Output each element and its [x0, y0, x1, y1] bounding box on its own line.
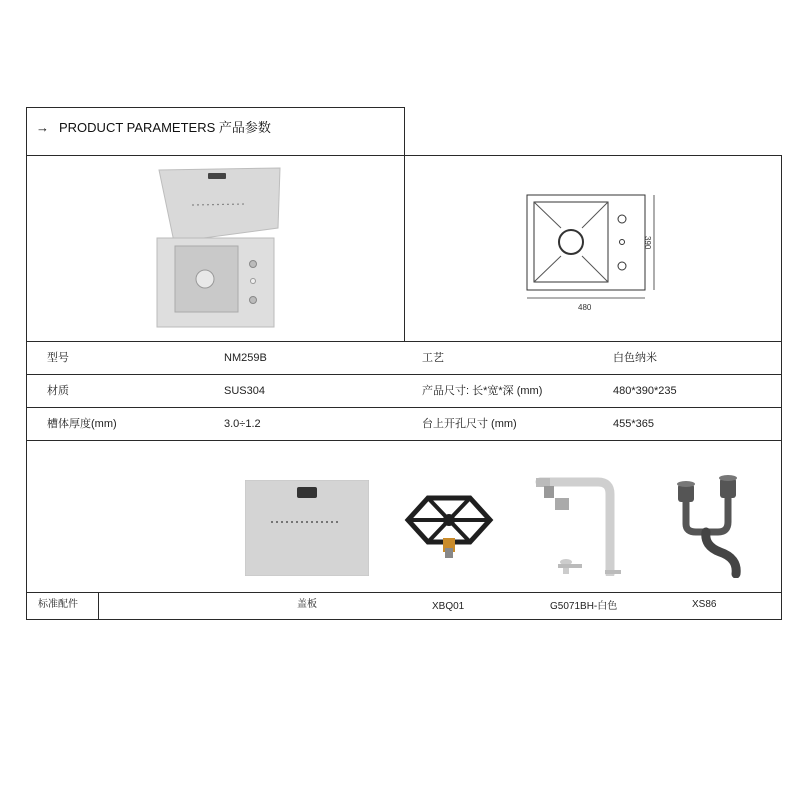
- accessory-name-pipe: XS86: [692, 599, 717, 610]
- accessory-name-cover: 盖板: [297, 599, 317, 610]
- spec-label-material: 材质: [47, 385, 69, 397]
- drawing-basin: [534, 202, 608, 282]
- spec-value-process: 白色纳米: [613, 352, 657, 364]
- drawing-basin-diagonal-3: [534, 256, 561, 282]
- row-line-6: [26, 592, 782, 593]
- faucet-hole-2: [251, 279, 256, 284]
- header-right-border: [404, 107, 405, 155]
- table-left-border: [26, 107, 27, 620]
- row-line-3: [26, 374, 782, 375]
- accessory-name-basket: XBQ01: [432, 601, 465, 612]
- height-dimension-label: 390: [643, 236, 652, 250]
- drain-pipe-icon: [668, 474, 748, 578]
- faucet-hole-3: [250, 297, 257, 304]
- row-line-4: [26, 407, 782, 408]
- table-right-border: [781, 155, 782, 620]
- section-title: [36, 120, 271, 136]
- accessories-row-label: 标准配件: [38, 599, 78, 610]
- spec-value-thickness: 3.0÷1.2: [224, 418, 261, 430]
- drawing-basin-diagonal-4: [582, 256, 608, 282]
- row-line-5: [26, 440, 782, 441]
- faucet-icon: [530, 476, 630, 576]
- spec-label-size: 产品尺寸: 长*宽*深 (mm): [422, 385, 543, 397]
- drawing-basin-diagonal-2: [582, 202, 608, 228]
- width-dimension-label: 480: [578, 303, 592, 312]
- drawing-basin-diagonal-1: [534, 202, 561, 228]
- spec-value-cutout: 455*365: [613, 418, 654, 430]
- basin-drain: [196, 270, 214, 288]
- lid-handle: [208, 173, 226, 179]
- image-divider: [404, 155, 405, 342]
- drawing-outline: [527, 195, 645, 290]
- sink-lid: [159, 168, 280, 242]
- accessory-label-divider: [98, 592, 99, 620]
- spec-label-model: 型号: [47, 352, 69, 364]
- drawing-hole-2: [620, 240, 625, 245]
- cover-plate-icon: [245, 480, 369, 576]
- table-bottom-border: [26, 619, 782, 620]
- spec-value-model: NM259B: [224, 352, 267, 364]
- spec-label-process: 工艺: [422, 352, 444, 364]
- drain-basket-icon: [404, 484, 494, 564]
- drawing-hole-3: [618, 262, 626, 270]
- accessory-name-faucet: G5071BH-白色: [550, 601, 618, 612]
- spec-value-size: 480*390*235: [613, 385, 677, 397]
- drawing-drain: [559, 230, 583, 254]
- product-photo: [150, 160, 290, 332]
- drawing-hole-1: [618, 215, 626, 223]
- section-title-text: PRODUCT PARAMETERS 产品参数: [59, 120, 271, 135]
- header-top-border: [26, 107, 405, 108]
- row-line-2: [26, 341, 782, 342]
- spec-label-cutout: 台上开孔尺寸 (mm): [422, 418, 517, 430]
- faucet-hole-1: [250, 261, 257, 268]
- spec-label-thickness: 槽体厚度(mm): [47, 418, 117, 430]
- spec-value-material: SUS304: [224, 385, 265, 397]
- arrow-right-icon: →: [36, 120, 49, 135]
